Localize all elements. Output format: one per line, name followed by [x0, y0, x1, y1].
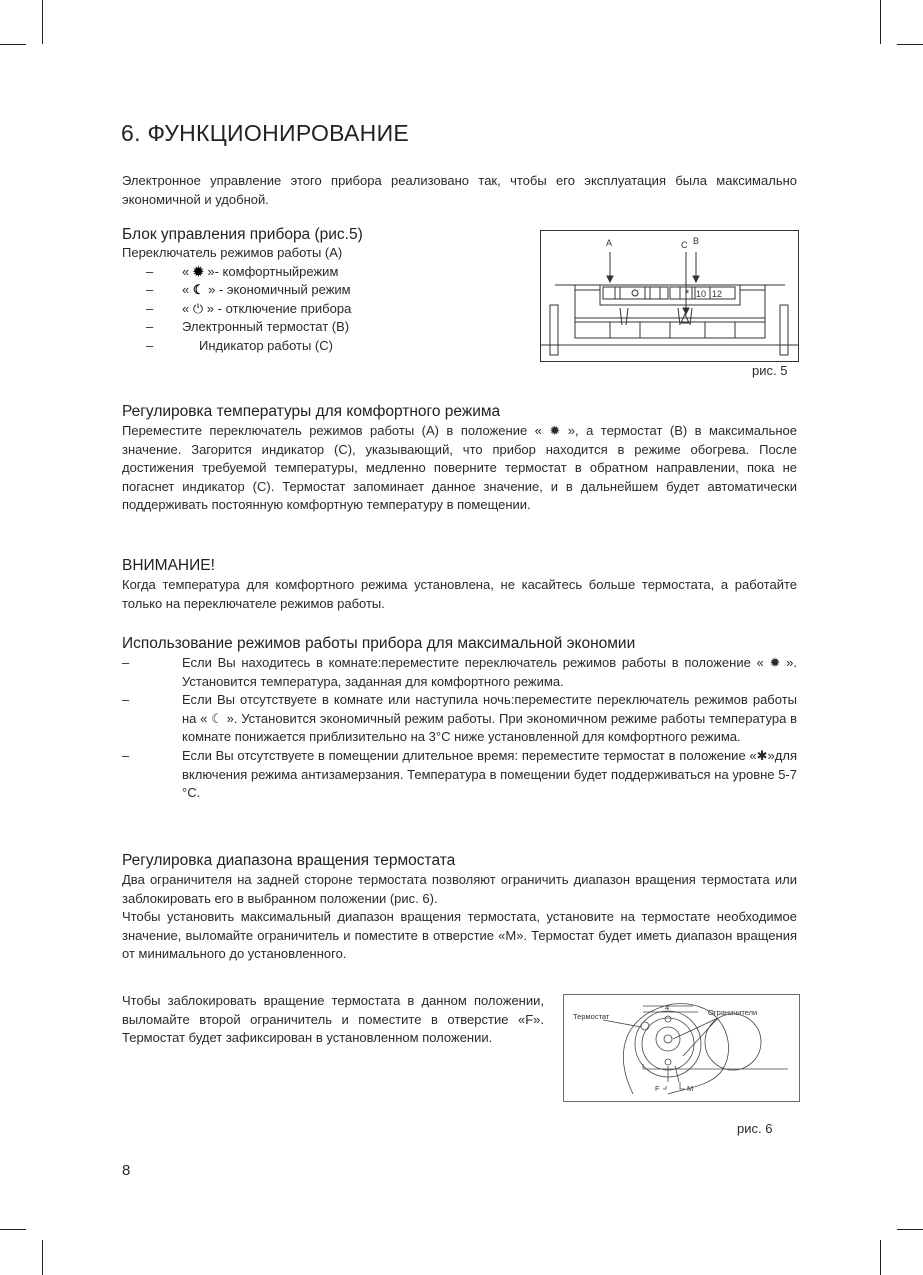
label-c: C [681, 240, 688, 250]
dash: – [122, 747, 130, 763]
label-limiters: Ограничители [708, 1008, 758, 1017]
item-text: Если Вы отсутствуете в комнате или наступила ночь:переместите переключатель режимов работы на « ☾ ». Установится экономичный режим работы. При экономичном режиме работы температура в комнате понижается приблизительно на 3°С ниже установленной для комфортного режима. [182, 692, 797, 745]
crop-mark [42, 0, 43, 44]
item-text: Индикатор работы (С) [199, 337, 333, 353]
list-item [122, 300, 522, 319]
list-item [122, 691, 797, 747]
intro-text: Электронное управление этого прибора реализовано так, чтобы его эксплуатация была максимально экономичной и удобной. [122, 173, 797, 207]
comfort-section [122, 402, 797, 515]
label-m: M [687, 1084, 694, 1093]
power-icon: ⏻ [192, 300, 204, 316]
dash: – [146, 263, 154, 279]
dash: – [146, 282, 154, 298]
lock-section [122, 992, 544, 1048]
crop-mark [0, 1229, 26, 1230]
dash: – [146, 337, 154, 353]
dash: – [122, 655, 130, 670]
item-text: » - экономичный режим [208, 282, 351, 298]
item-text: Если Вы отсутствуете в помещении длительное время: переместите термостат в положение «✱»для включения режима антизамерзания. Температура в помещении будет поддерживаться на уровне 5-7 °С. [182, 747, 797, 801]
figure-6-thermostat [563, 994, 803, 1104]
dial-label-10: 10 [696, 289, 707, 299]
sun-icon: ✹ [192, 263, 204, 279]
list-item [122, 318, 522, 337]
figure-5-control-panel [540, 230, 800, 365]
list-item [122, 654, 797, 691]
figure-5-caption: рис. 5 [752, 363, 788, 378]
economy-heading: Использование режимов работы прибора для максимальной экономии [122, 635, 636, 652]
label-a: A [606, 238, 613, 248]
range-heading: Регулировка диапазона вращения термостата [122, 852, 456, 869]
comfort-text: Переместите переключатель режимов работы (А) в положение « ✹ », а термостат (В) в максимальное значение. Загорится индикатор (С), указывающий, что прибор находится в режиме обогрева. После достижения требуемой температуры, медленно поверните термостат в обратном направлении, пока не погаснет индикатор (С). Термостат запоминает данное значение, и в дальнейшем будет автоматически поддерживать постоянную комфортную температуру в помещении. [122, 423, 797, 513]
quote: « [182, 300, 190, 316]
range-section [122, 851, 797, 964]
moon-icon: ☾ [192, 282, 205, 298]
label-f: F [655, 1084, 660, 1093]
svg-text:*: * [685, 288, 690, 300]
page-number: 8 [122, 1162, 131, 1179]
list-item [122, 747, 797, 803]
crop-mark [0, 44, 26, 45]
item-text: »- комфортныйрежим [207, 263, 339, 279]
quote: « [182, 263, 190, 279]
economy-list [122, 654, 797, 803]
range-text-2: Чтобы установить максимальный диапазон вращения термостата, установите на термостате необходимое значение, выломайте ограничитель и поместите в отверстие «М». Термостат будет иметь диапазон вращения от минимального до установленного. [122, 909, 797, 962]
item-text: Электронный термостат (В) [182, 319, 350, 335]
page-title: 6. ФУНКЦИОНИРОВАНИЕ [121, 120, 410, 146]
crop-mark [897, 1229, 923, 1230]
quote: « [182, 282, 190, 298]
crop-mark [880, 1240, 881, 1275]
control-heading: Блок управления прибора (рис.5) [122, 226, 363, 243]
range-text-3: Чтобы заблокировать вращение термостата в данном положении, выломайте второй ограничитель и поместите в отверстие «F». Термостат будет зафиксирован в установленном положении. [122, 993, 544, 1046]
list-item [122, 337, 522, 356]
crop-mark [897, 44, 923, 45]
dash: – [146, 300, 154, 316]
attention-section [122, 556, 797, 613]
item-text: Если Вы находитесь в комнате:переместите переключатель режимов работы в положение « ✹ ». Установится температура, заданная для комфортного режима. [182, 655, 797, 689]
list-item [122, 263, 522, 282]
comfort-heading: Регулировка температуры для комфортного режима [122, 403, 501, 420]
dial-label-12: 12 [712, 289, 723, 299]
intro [122, 172, 797, 209]
control-list [122, 263, 522, 356]
attention-text: Когда температура для комфортного режима установлена, не касайтесь больше термостата, а работайте только на переключателе режимов работы. [122, 577, 797, 611]
label-thermostat: Термостат [573, 1012, 610, 1021]
crop-mark [42, 1240, 43, 1275]
dial-label-4: 4 [665, 1003, 670, 1012]
control-section [122, 225, 522, 356]
range-text-1: Два ограничителя на задней стороне термостата позволяют ограничить диапазон вращения термостата или заблокировать его в выбранном положении (рис. 6). [122, 872, 797, 906]
attention-heading: ВНИМАНИЕ! [122, 557, 215, 574]
control-subtitle: Переключатель режимов работы (А) [122, 245, 343, 260]
figure-6-caption: рис. 6 [737, 1121, 773, 1136]
dash: – [122, 692, 130, 708]
economy-section [122, 634, 797, 803]
label-b: B [693, 236, 700, 246]
crop-mark [880, 0, 881, 44]
dash: – [146, 319, 154, 335]
item-text: » - отключение прибора [206, 300, 352, 316]
list-item [122, 281, 522, 300]
